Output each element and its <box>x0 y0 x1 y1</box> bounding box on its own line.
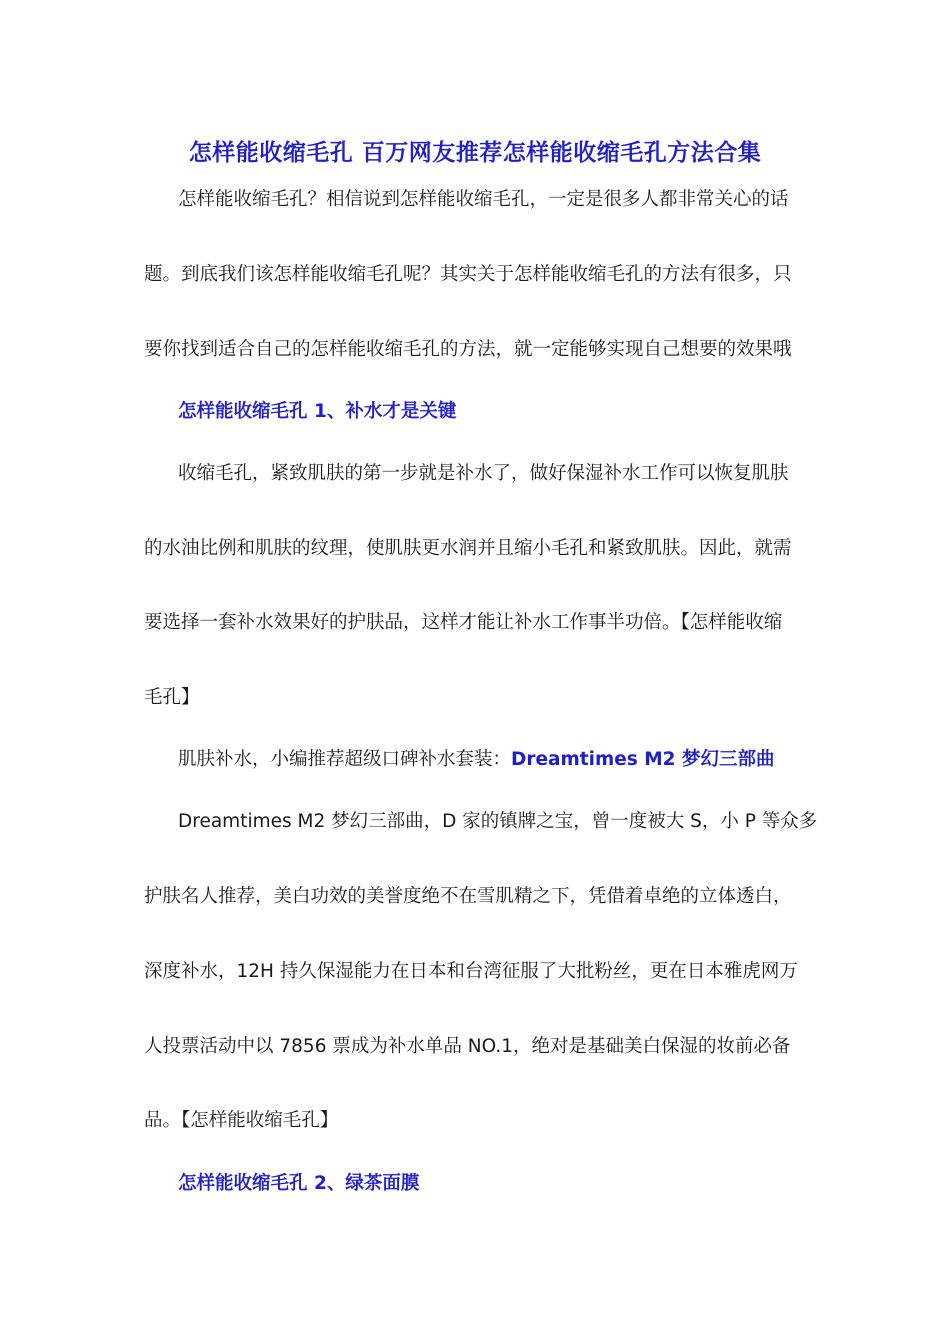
product-line-5: 品。【怎样能收缩毛孔】 <box>144 1110 339 1131</box>
product-line-2: 护肤名人推荐，美白功效的美誉度绝不在雪肌精之下，凭借着卓绝的立体透白， <box>144 886 792 907</box>
intro-line-1: 怎样能收缩毛孔？相信说到怎样能收缩毛孔，一定是很多人都非常关心的话 <box>178 189 789 210</box>
intro-line-3: 要你找到适合自己的怎样能收缩毛孔的方法，就一定能够实现自己想要的效果哦 <box>144 339 792 360</box>
product-line-4: 人投票活动中以 7856 票成为补水单品 NO.1，绝对是基础美白保湿的妆前必备 <box>144 1036 791 1057</box>
section-1-line-1: 收缩毛孔，紧致肌肤的第一步就是补水了，做好保湿补水工作可以恢复肌肤 <box>178 463 789 484</box>
section-2-heading: 怎样能收缩毛孔 2、绿茶面膜 <box>178 1173 420 1194</box>
product-line-1: Dreamtimes M2 梦幻三部曲，D 家的镇牌之宝，曾一度被大 S，小 P 等众多 <box>178 811 818 832</box>
recommend-line <box>178 746 775 774</box>
page-title: 怎样能收缩毛孔 百万网友推荐怎样能收缩毛孔方法合集 <box>188 140 762 166</box>
product-line-3: 深度补水，12H 持久保湿能力在日本和台湾征服了大批粉丝，更在日本雅虎网万 <box>144 961 798 982</box>
section-1-line-4: 毛孔】 <box>144 687 200 708</box>
section-1-heading: 怎样能收缩毛孔 1、补水才是关键 <box>178 401 457 422</box>
recommend-product: Dreamtimes M2 梦幻三部曲 <box>511 749 775 770</box>
intro-line-2: 题。到底我们该怎样能收缩毛孔呢？其实关于怎样能收缩毛孔的方法有很多，只 <box>144 264 792 285</box>
section-1-line-3: 要选择一套补水效果好的护肤品，这样才能让补水工作事半功倍。【怎样能收缩 <box>144 612 783 633</box>
recommend-prefix: 肌肤补水，小编推荐超级口碑补水套装： <box>178 749 512 770</box>
section-1-line-2: 的水油比例和肌肤的纹理，使肌肤更水润并且缩小毛孔和紧致肌肤。因此，就需 <box>144 538 792 559</box>
